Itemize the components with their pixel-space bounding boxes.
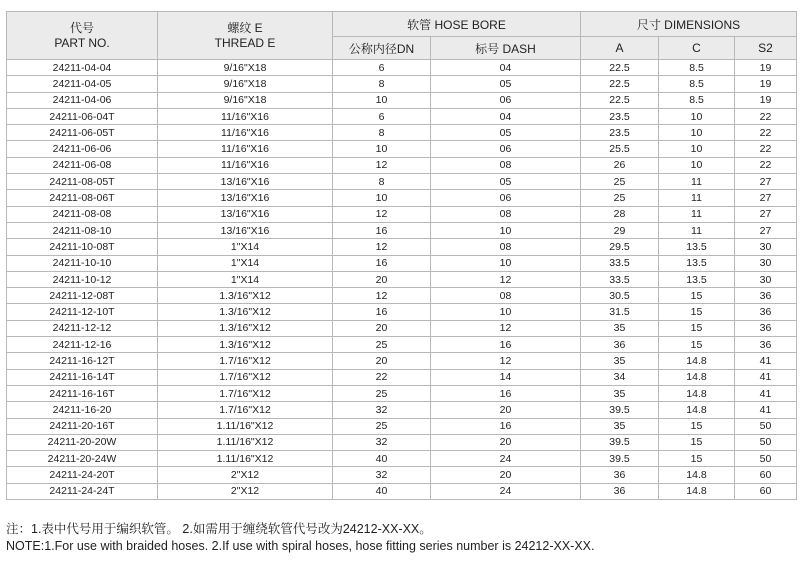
table-row: [7, 369, 797, 385]
s2-cell: 36: [735, 304, 797, 320]
thread-cell: 1.3/16"X12: [158, 288, 333, 304]
thread-cell: 1.3/16"X12: [158, 337, 333, 353]
c-cell: 14.8: [659, 369, 735, 385]
s2-cell: 22: [735, 125, 797, 141]
part-no-cell: 24211-08-10: [7, 222, 158, 238]
s2-cell: 50: [735, 418, 797, 434]
thread-cell: 1.7/16"X12: [158, 402, 333, 418]
thread-cell: 11/16"X16: [158, 125, 333, 141]
dn-cell: 12: [333, 288, 431, 304]
c-cell: 15: [659, 451, 735, 467]
part-no-cell: 24211-12-08T: [7, 288, 158, 304]
a-cell: 22.5: [581, 60, 659, 76]
thread-cell: 1.7/16"X12: [158, 369, 333, 385]
part-no-cell: 24211-06-06: [7, 141, 158, 157]
table-row: [7, 304, 797, 320]
dash-cell: 10: [431, 304, 581, 320]
c-cell: 8.5: [659, 92, 735, 108]
dn-cell: 20: [333, 271, 431, 287]
part-no-cell: 24211-12-10T: [7, 304, 158, 320]
dn-cell: 12: [333, 206, 431, 222]
dash-cell: 10: [431, 255, 581, 271]
dn-cell: 8: [333, 76, 431, 92]
a-cell: 33.5: [581, 255, 659, 271]
dn-cell: 12: [333, 239, 431, 255]
header-thread-zh: 螺纹 E: [227, 20, 263, 35]
dn-cell: 6: [333, 108, 431, 124]
a-cell: 33.5: [581, 271, 659, 287]
s2-cell: 41: [735, 385, 797, 401]
s2-cell: 36: [735, 337, 797, 353]
a-cell: 30.5: [581, 288, 659, 304]
c-cell: 14.8: [659, 385, 735, 401]
s2-cell: 50: [735, 451, 797, 467]
a-cell: 23.5: [581, 125, 659, 141]
a-cell: 28: [581, 206, 659, 222]
a-cell: 22.5: [581, 76, 659, 92]
table-row: [7, 337, 797, 353]
dn-cell: 16: [333, 255, 431, 271]
c-cell: 10: [659, 141, 735, 157]
thread-cell: 1.11/16"X12: [158, 451, 333, 467]
table-row: [7, 174, 797, 190]
c-cell: 14.8: [659, 483, 735, 499]
dn-cell: 25: [333, 385, 431, 401]
thread-cell: 1.11/16"X12: [158, 418, 333, 434]
table-row: [7, 222, 797, 238]
c-cell: 10: [659, 157, 735, 173]
table-row: [7, 157, 797, 173]
a-cell: 23.5: [581, 108, 659, 124]
dash-cell: 24: [431, 483, 581, 499]
thread-cell: 1.3/16"X12: [158, 304, 333, 320]
dn-cell: 32: [333, 467, 431, 483]
c-cell: 14.8: [659, 467, 735, 483]
fitting-spec-table: [6, 11, 797, 500]
a-cell: 34: [581, 369, 659, 385]
dash-cell: 05: [431, 125, 581, 141]
dash-cell: 06: [431, 190, 581, 206]
table-row: [7, 320, 797, 336]
a-cell: 39.5: [581, 451, 659, 467]
c-cell: 11: [659, 222, 735, 238]
a-cell: 35: [581, 385, 659, 401]
s2-cell: 27: [735, 174, 797, 190]
table-row: [7, 206, 797, 222]
dash-cell: 08: [431, 288, 581, 304]
thread-cell: 9/16"X18: [158, 92, 333, 108]
s2-cell: 22: [735, 157, 797, 173]
table-row: [7, 288, 797, 304]
part-no-cell: 24211-06-04T: [7, 108, 158, 124]
c-cell: 8.5: [659, 60, 735, 76]
dash-cell: 20: [431, 402, 581, 418]
s2-cell: 22: [735, 141, 797, 157]
c-cell: 10: [659, 108, 735, 124]
dn-cell: 40: [333, 483, 431, 499]
dn-cell: 40: [333, 451, 431, 467]
thread-cell: 9/16"X18: [158, 60, 333, 76]
header-dash: 标号 DASH: [431, 37, 581, 60]
table-row: [7, 451, 797, 467]
s2-cell: 19: [735, 60, 797, 76]
s2-cell: 60: [735, 467, 797, 483]
table-row: [7, 271, 797, 287]
s2-cell: 19: [735, 76, 797, 92]
dash-cell: 24: [431, 451, 581, 467]
thread-cell: 1"X14: [158, 239, 333, 255]
dn-cell: 16: [333, 304, 431, 320]
a-cell: 25: [581, 190, 659, 206]
table-row: [7, 190, 797, 206]
table-row: [7, 141, 797, 157]
a-cell: 39.5: [581, 434, 659, 450]
dash-cell: 04: [431, 60, 581, 76]
thread-cell: 13/16"X16: [158, 174, 333, 190]
table-row: [7, 76, 797, 92]
dn-cell: 20: [333, 353, 431, 369]
dn-cell: 32: [333, 434, 431, 450]
dash-cell: 04: [431, 108, 581, 124]
header-c: C: [659, 37, 735, 60]
s2-cell: 30: [735, 271, 797, 287]
a-cell: 22.5: [581, 92, 659, 108]
dash-cell: 14: [431, 369, 581, 385]
s2-cell: 22: [735, 108, 797, 124]
part-no-cell: 24211-16-14T: [7, 369, 158, 385]
c-cell: 11: [659, 206, 735, 222]
part-no-cell: 24211-12-16: [7, 337, 158, 353]
a-cell: 35: [581, 418, 659, 434]
dash-cell: 08: [431, 206, 581, 222]
s2-cell: 36: [735, 288, 797, 304]
part-no-cell: 24211-08-05T: [7, 174, 158, 190]
c-cell: 13.5: [659, 239, 735, 255]
a-cell: 25.5: [581, 141, 659, 157]
s2-cell: 50: [735, 434, 797, 450]
s2-cell: 41: [735, 402, 797, 418]
header-a: A: [581, 37, 659, 60]
table-row: [7, 385, 797, 401]
c-cell: 15: [659, 304, 735, 320]
header-thread-en: THREAD E: [214, 35, 276, 50]
c-cell: 14.8: [659, 402, 735, 418]
header-part-no-en: PART NO.: [54, 35, 110, 50]
header-part-no: [7, 12, 158, 60]
c-cell: 13.5: [659, 271, 735, 287]
table-row: [7, 353, 797, 369]
s2-cell: 30: [735, 239, 797, 255]
header-dn: 公称内径DN: [333, 37, 431, 60]
thread-cell: 1.7/16"X12: [158, 385, 333, 401]
s2-cell: 27: [735, 206, 797, 222]
table-row: [7, 255, 797, 271]
c-cell: 10: [659, 125, 735, 141]
dash-cell: 06: [431, 141, 581, 157]
thread-cell: 1.7/16"X12: [158, 353, 333, 369]
table-row: [7, 108, 797, 124]
dash-cell: 05: [431, 76, 581, 92]
header-dimensions: 尺寸 DIMENSIONS: [581, 12, 797, 37]
header-s2: S2: [735, 37, 797, 60]
thread-cell: 11/16"X16: [158, 157, 333, 173]
a-cell: 26: [581, 157, 659, 173]
part-no-cell: 24211-20-20W: [7, 434, 158, 450]
part-no-cell: 24211-16-12T: [7, 353, 158, 369]
part-no-cell: 24211-24-20T: [7, 467, 158, 483]
a-cell: 39.5: [581, 402, 659, 418]
dn-cell: 20: [333, 320, 431, 336]
s2-cell: 36: [735, 320, 797, 336]
s2-cell: 41: [735, 353, 797, 369]
part-no-cell: 24211-20-16T: [7, 418, 158, 434]
thread-cell: 1"X14: [158, 271, 333, 287]
note-english: NOTE:1.For use with braided hoses. 2.If use with spiral hoses, hose fitting series number is 24212-XX-XX.: [6, 539, 595, 553]
part-no-cell: 24211-24-24T: [7, 483, 158, 499]
a-cell: 31.5: [581, 304, 659, 320]
c-cell: 14.8: [659, 353, 735, 369]
c-cell: 8.5: [659, 76, 735, 92]
part-no-cell: 24211-04-05: [7, 76, 158, 92]
part-no-cell: 24211-16-20: [7, 402, 158, 418]
thread-cell: 1.3/16"X12: [158, 320, 333, 336]
s2-cell: 41: [735, 369, 797, 385]
dash-cell: 16: [431, 418, 581, 434]
part-no-cell: 24211-10-08T: [7, 239, 158, 255]
part-no-cell: 24211-04-04: [7, 60, 158, 76]
part-no-cell: 24211-08-08: [7, 206, 158, 222]
c-cell: 11: [659, 190, 735, 206]
dn-cell: 8: [333, 125, 431, 141]
dn-cell: 6: [333, 60, 431, 76]
thread-cell: 2"X12: [158, 483, 333, 499]
dn-cell: 22: [333, 369, 431, 385]
dash-cell: 08: [431, 157, 581, 173]
table-row: [7, 125, 797, 141]
part-no-cell: 24211-06-08: [7, 157, 158, 173]
c-cell: 15: [659, 288, 735, 304]
s2-cell: 27: [735, 190, 797, 206]
table-row: [7, 418, 797, 434]
dash-cell: 12: [431, 320, 581, 336]
header-hose-bore: 软管 HOSE BORE: [333, 12, 581, 37]
dash-cell: 16: [431, 337, 581, 353]
dn-cell: 12: [333, 157, 431, 173]
note-chinese: 注：1.表中代号用于编织软管。 2.如需用于缠绕软管代号改为24212-XX-XX。: [6, 522, 432, 536]
s2-cell: 19: [735, 92, 797, 108]
table-row: [7, 60, 797, 76]
table-row: [7, 239, 797, 255]
part-no-cell: 24211-04-06: [7, 92, 158, 108]
dn-cell: 10: [333, 190, 431, 206]
part-no-cell: 24211-10-12: [7, 271, 158, 287]
thread-cell: 13/16"X16: [158, 190, 333, 206]
table-row: [7, 402, 797, 418]
s2-cell: 27: [735, 222, 797, 238]
dash-cell: 20: [431, 467, 581, 483]
part-no-cell: 24211-10-10: [7, 255, 158, 271]
header-thread: [158, 12, 333, 60]
thread-cell: 11/16"X16: [158, 108, 333, 124]
dn-cell: 8: [333, 174, 431, 190]
a-cell: 29: [581, 222, 659, 238]
dn-cell: 10: [333, 141, 431, 157]
dash-cell: 12: [431, 271, 581, 287]
dash-cell: 10: [431, 222, 581, 238]
c-cell: 15: [659, 418, 735, 434]
c-cell: 11: [659, 174, 735, 190]
thread-cell: 9/16"X18: [158, 76, 333, 92]
part-no-cell: 24211-20-24W: [7, 451, 158, 467]
a-cell: 36: [581, 337, 659, 353]
dn-cell: 25: [333, 418, 431, 434]
table-row: [7, 467, 797, 483]
table-row: [7, 483, 797, 499]
a-cell: 35: [581, 353, 659, 369]
spec-table-body: [7, 60, 797, 500]
s2-cell: 30: [735, 255, 797, 271]
thread-cell: 11/16"X16: [158, 141, 333, 157]
c-cell: 15: [659, 434, 735, 450]
table-row: [7, 434, 797, 450]
dash-cell: 12: [431, 353, 581, 369]
thread-cell: 13/16"X16: [158, 206, 333, 222]
a-cell: 29.5: [581, 239, 659, 255]
a-cell: 25: [581, 174, 659, 190]
part-no-cell: 24211-16-16T: [7, 385, 158, 401]
dash-cell: 06: [431, 92, 581, 108]
dn-cell: 16: [333, 222, 431, 238]
part-no-cell: 24211-06-05T: [7, 125, 158, 141]
part-no-cell: 24211-08-06T: [7, 190, 158, 206]
a-cell: 36: [581, 467, 659, 483]
c-cell: 15: [659, 320, 735, 336]
c-cell: 15: [659, 337, 735, 353]
dash-cell: 20: [431, 434, 581, 450]
dn-cell: 32: [333, 402, 431, 418]
a-cell: 35: [581, 320, 659, 336]
c-cell: 13.5: [659, 255, 735, 271]
thread-cell: 1.11/16"X12: [158, 434, 333, 450]
dash-cell: 08: [431, 239, 581, 255]
thread-cell: 2"X12: [158, 467, 333, 483]
s2-cell: 60: [735, 483, 797, 499]
thread-cell: 13/16"X16: [158, 222, 333, 238]
part-no-cell: 24211-12-12: [7, 320, 158, 336]
table-row: [7, 92, 797, 108]
dn-cell: 25: [333, 337, 431, 353]
a-cell: 36: [581, 483, 659, 499]
dash-cell: 16: [431, 385, 581, 401]
dash-cell: 05: [431, 174, 581, 190]
header-part-no-zh: 代号: [69, 20, 94, 35]
dn-cell: 10: [333, 92, 431, 108]
thread-cell: 1"X14: [158, 255, 333, 271]
